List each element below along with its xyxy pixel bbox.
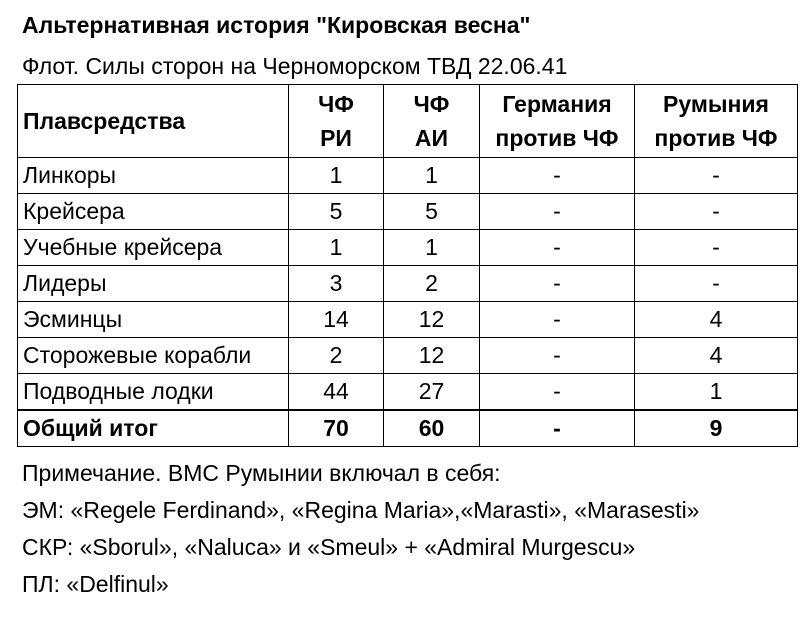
vessel-name: Эсминцы (18, 302, 289, 338)
header-bsf-ai-line2: АИ (414, 125, 449, 151)
value-bsf-ri: 3 (289, 266, 384, 302)
value-germany: - (480, 158, 635, 194)
table-row (18, 374, 798, 411)
total-germany: - (480, 410, 635, 447)
value-bsf-ai: 1 (384, 158, 480, 194)
value-romania: 1 (635, 374, 798, 411)
vessel-name: Линкоры (18, 158, 289, 194)
vessel-name: Подводные лодки (18, 374, 289, 411)
header-row (18, 85, 798, 158)
value-germany: - (480, 302, 635, 338)
table-row (18, 230, 798, 266)
value-romania: - (635, 266, 798, 302)
header-bsf-ai (384, 85, 480, 158)
note-line: СКР: «Sborul», «Naluca» и «Smeul» + «Admiral Murgescu» (22, 534, 636, 560)
value-bsf-ai: 2 (384, 266, 480, 302)
total-label: Общий итог (18, 410, 289, 447)
header-romania-line1: Румыния (663, 91, 769, 117)
value-romania: - (635, 158, 798, 194)
value-romania: - (635, 194, 798, 230)
value-bsf-ri: 44 (289, 374, 384, 411)
table-row (18, 194, 798, 230)
vessel-name: Сторожевые корабли (18, 338, 289, 374)
value-romania: 4 (635, 302, 798, 338)
notes-block (22, 455, 699, 603)
value-bsf-ai: 12 (384, 302, 480, 338)
table-row (18, 338, 798, 374)
total-row (18, 410, 798, 447)
vessel-name: Лидеры (18, 266, 289, 302)
header-germany-line1: Германия (502, 91, 612, 117)
header-germany-line2: против ЧФ (495, 125, 619, 151)
value-romania: 4 (635, 338, 798, 374)
fleet-table (17, 84, 798, 447)
value-bsf-ri: 5 (289, 194, 384, 230)
header-bsf-ai-line1: ЧФ (413, 91, 450, 117)
page-title: Альтернативная история "Кировская весна" (22, 12, 531, 38)
value-bsf-ai: 12 (384, 338, 480, 374)
note-line: ПЛ: «Delfinul» (22, 571, 169, 597)
note-line: Примечание. ВМС Румынии включал в себя: (22, 460, 501, 486)
table-header (18, 85, 798, 158)
value-germany: - (480, 338, 635, 374)
table-body (18, 158, 798, 447)
value-germany: - (480, 194, 635, 230)
value-romania: - (635, 230, 798, 266)
header-romania (635, 85, 798, 158)
header-bsf-ri (289, 85, 384, 158)
table-row (18, 302, 798, 338)
total-romania: 9 (635, 410, 798, 447)
total-bsf-ai: 60 (384, 410, 480, 447)
table-row (18, 266, 798, 302)
vessel-name: Учебные крейсера (18, 230, 289, 266)
header-germany (480, 85, 635, 158)
note-line: ЭМ: «Regele Ferdinand», «Regina Maria»,«Marasti», «Marasesti» (22, 497, 700, 523)
vessel-name: Крейсера (18, 194, 289, 230)
header-vessels: Плавсредства (18, 85, 289, 158)
value-bsf-ri: 14 (289, 302, 384, 338)
header-bsf-ri-line2: РИ (320, 125, 352, 151)
header-bsf-ri-line1: ЧФ (318, 91, 354, 117)
value-germany: - (480, 266, 635, 302)
value-bsf-ai: 5 (384, 194, 480, 230)
value-germany: - (480, 374, 635, 411)
header-romania-line2: против ЧФ (654, 125, 778, 151)
value-bsf-ri: 1 (289, 230, 384, 266)
table-row (18, 158, 798, 194)
value-bsf-ri: 1 (289, 158, 384, 194)
page-subtitle: Флот. Силы сторон на Черноморском ТВД 22.06.41 (22, 53, 568, 79)
value-bsf-ai: 1 (384, 230, 480, 266)
total-bsf-ri: 70 (289, 410, 384, 447)
value-bsf-ri: 2 (289, 338, 384, 374)
value-germany: - (480, 230, 635, 266)
value-bsf-ai: 27 (384, 374, 480, 411)
